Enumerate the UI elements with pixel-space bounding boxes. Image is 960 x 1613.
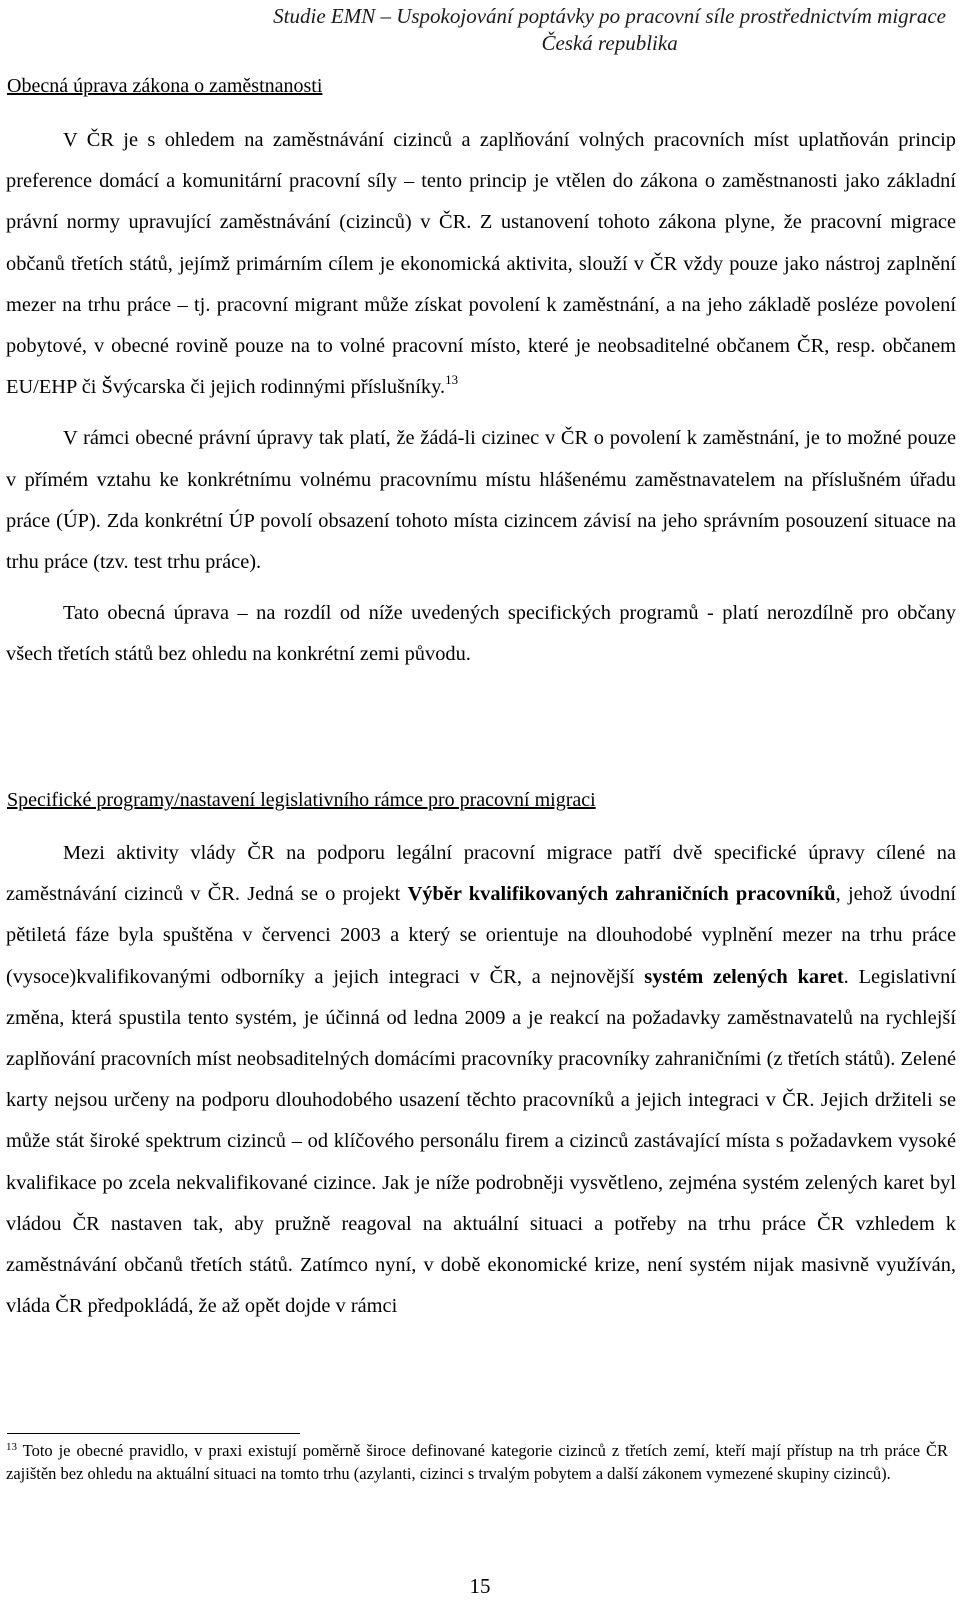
section-specific-body: [6, 833, 956, 1327]
running-header: [273, 3, 946, 57]
footnote-separator: [7, 1433, 300, 1434]
section-heading-general: Obecná úprava zákona o zaměstnanosti: [7, 75, 323, 97]
bold-term-skilled-workers: Výběr kvalifikovaných zahraničních pracovníků: [407, 883, 836, 906]
paragraph: Tato obecná úprava – na rozdíl od níže uvedených specifických programů - platí nerozdílně pro občany všech třetích států bez ohledu na konkrétní zemi původu.: [6, 602, 956, 666]
bold-term-green-cards: systém zelených karet: [644, 965, 844, 988]
paragraph: [6, 120, 956, 408]
section-heading-specific: Specifické programy/nastavení legislativního rámce pro pracovní migraci: [7, 789, 596, 811]
footnote-reference[interactable]: 13: [445, 372, 459, 388]
footnote-number: 13: [6, 1441, 17, 1453]
paragraph-text: , jehož úvodní pětiletá fáze byla spuštěna v červenci 2003 a který se orientuje na dlouhodobé vyplnění mezer na trhu práce (vysoce)kvalifikovanými odborníky a jejich integraci v ČR, a nejnovější: [6, 883, 956, 988]
header-study-title: Studie EMN – Uspokojování poptávky po pracovní síle prostřednictvím migrace: [273, 4, 946, 28]
header-country: Česká republika: [541, 31, 678, 55]
footnote: [6, 1440, 948, 1485]
paragraph-text: Mezi aktivity vlády ČR na podporu legální pracovní migrace patří dvě specifické úpravy cílené na zaměstnávání cizinců v ČR. Jedná se o projekt: [6, 842, 956, 906]
paragraph-text: . Legislativní změna, která spustila tento systém, je účinná od ledna 2009 a je reakcí na požadavky zaměstnavatelů na rychlejší zaplňování pracovních míst neobsaditelných domácími pracovníky pracovníky zahraničními (z třetích států). Zelené karty nejsou určeny na podporu dlouhodobého usazení těchto pracovníků a jejich integraci v ČR. Jejich držiteli se může stát široké spektrum cizinců – od klíčového personálu firem a cizinců zastávající místa s požadavkem vysoké kvalifikace po zcela nekvalifikované cizince. Jak je níže podrobněji vysvětleno, zejména systém zelených karet byl vládou ČR nastaven tak, aby pružně reagoval na aktuální situaci a potřeby na trhu práce ČR vzhledem k zaměstnávání občanů třetích států. Zatímco nyní, v době ekonomické krize, není systém nijak masivně využíván, vláda ČR předpokládá, že až opět dojde v rámci: [6, 965, 956, 1318]
paragraph: [6, 833, 956, 1327]
paragraph: V rámci obecné právní úpravy tak platí, že žádá-li cizinec v ČR o povolení k zaměstnání, je to možné pouze v přímém vztahu ke konkrétnímu volnému pracovnímu místu hlášenému zaměstnavatelem na příslušném úřadu práce (ÚP). Zda konkrétní ÚP povolí obsazení tohoto místa cizincem závisí na jeho správním posouzení situace na trhu práce (tzv. test trhu práce).: [6, 427, 956, 574]
section-general-body: [6, 120, 956, 676]
page-number: 15: [469, 1574, 491, 1598]
footnote-text: Toto je obecné pravidlo, v praxi existují poměrně široce definované kategorie cizinců z třetích zemí, kteří mají přístup na trh práce ČR zajištěn bez ohledu na aktuální situaci na tomto trhu (azylanti, cizinci s trvalým pobytem a další zákonem vymezené skupiny cizinců).: [6, 1441, 948, 1483]
paragraph-text: V ČR je s ohledem na zaměstnávání cizinců a zaplňování volných pracovních míst uplatňován princip preference domácí a komunitární pracovní síly – tento princip je vtělen do zákona o zaměstnanosti jako základní právní normy upravující zaměstnávání (cizinců) v ČR. Z ustanovení tohoto zákona plyne, že pracovní migrace občanů třetích států, jejímž primárním cílem je ekonomická aktivita, slouží v ČR vždy pouze jako nástroj zaplnění mezer na trhu práce – tj. pracovní migrant může získat povolení k zaměstnání, a na jeho základě posléze povolení pobytové, v obecné rovině pouze na to volné pracovní místo, které je neobsaditelné občanem ČR, resp. občanem EU/EHP či Švýcarska či jejich rodinnými příslušníky.: [6, 129, 956, 399]
